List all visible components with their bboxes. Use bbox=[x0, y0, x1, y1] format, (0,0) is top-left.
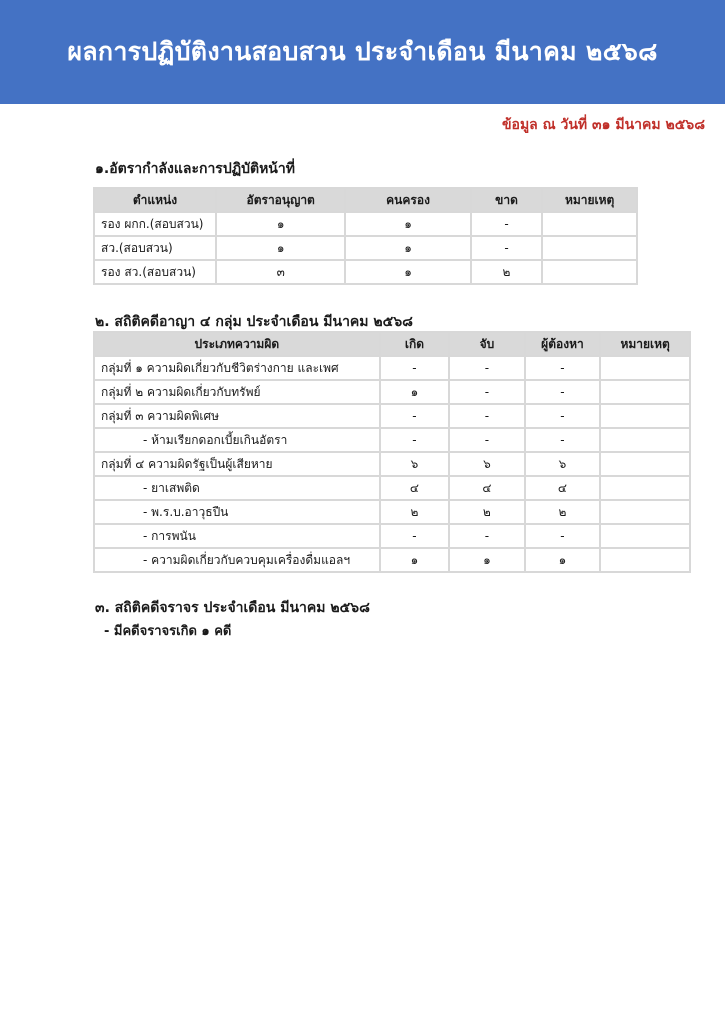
page-title: ผลการปฏิบัติงานสอบสวน ประจำเดือน มีนาคม ๒๕๖๘ bbox=[67, 37, 658, 66]
table-cell: - การพนัน bbox=[94, 524, 380, 548]
column-header: หมายเหตุ bbox=[600, 332, 690, 356]
table-cell bbox=[600, 548, 690, 572]
crime-stats-table bbox=[93, 331, 691, 573]
table-row bbox=[94, 428, 690, 452]
table-cell bbox=[600, 452, 690, 476]
table-cell bbox=[542, 212, 637, 236]
table-cell: - bbox=[525, 524, 601, 548]
table-row bbox=[94, 356, 690, 380]
column-header: ขาด bbox=[471, 188, 543, 212]
table-row bbox=[94, 212, 637, 236]
table-cell: - bbox=[449, 404, 524, 428]
table-cell: - bbox=[449, 524, 524, 548]
table-cell: ๖ bbox=[449, 452, 524, 476]
table-row bbox=[94, 404, 690, 428]
column-header: หมายเหตุ bbox=[542, 188, 637, 212]
table-cell: กลุ่มที่ ๑ ความผิดเกี่ยวกับชีวิตร่างกาย และเพศ bbox=[94, 356, 380, 380]
table-cell: สว.(สอบสวน) bbox=[94, 236, 216, 260]
table-cell bbox=[542, 236, 637, 260]
table-cell bbox=[542, 260, 637, 284]
as-of-date: ข้อมูล ณ วันที่ ๓๑ มีนาคม ๒๕๖๘ bbox=[501, 117, 705, 133]
table-cell: - พ.ร.บ.อาวุธปืน bbox=[94, 500, 380, 524]
table-cell: ๑ bbox=[449, 548, 524, 572]
table-cell: รอง ผกก.(สอบสวน) bbox=[94, 212, 216, 236]
table-cell: ๑ bbox=[216, 236, 345, 260]
traffic-case-note: - มีคดีจราจรเกิด ๑ คดี bbox=[104, 624, 232, 639]
table-row bbox=[94, 548, 690, 572]
column-header: จับ bbox=[449, 332, 524, 356]
table-cell: ๑ bbox=[380, 380, 450, 404]
table-cell: ๑ bbox=[216, 212, 345, 236]
table-cell: - bbox=[380, 524, 450, 548]
table-cell: - bbox=[449, 428, 524, 452]
table-cell: - ความผิดเกี่ยวกับควบคุมเครื่องดื่มแอลฯ bbox=[94, 548, 380, 572]
table-cell: - bbox=[380, 356, 450, 380]
table-cell: รอง สว.(สอบสวน) bbox=[94, 260, 216, 284]
table-cell bbox=[600, 404, 690, 428]
table-cell: - bbox=[449, 356, 524, 380]
table-cell: - bbox=[525, 404, 601, 428]
table-cell: - bbox=[380, 404, 450, 428]
table-row bbox=[94, 476, 690, 500]
header-band bbox=[0, 0, 725, 104]
table-cell: - bbox=[525, 380, 601, 404]
table-cell: - ห้ามเรียกดอกเบี้ยเกินอัตรา bbox=[94, 428, 380, 452]
table-cell: ๖ bbox=[380, 452, 450, 476]
table-cell: - bbox=[380, 428, 450, 452]
table-cell: ๔ bbox=[380, 476, 450, 500]
column-header: ตำแหน่ง bbox=[94, 188, 216, 212]
table-cell bbox=[600, 476, 690, 500]
table-cell: ๑ bbox=[345, 212, 470, 236]
table-header-row bbox=[94, 188, 637, 212]
section2-heading: ๒. สถิติคดีอาญา ๔ กลุ่ม ประจำเดือน มีนาคม ๒๕๖๘ bbox=[95, 314, 413, 330]
table-cell: ๒ bbox=[525, 500, 601, 524]
table-cell: ๑ bbox=[380, 548, 450, 572]
table-cell: - ยาเสพติด bbox=[94, 476, 380, 500]
table-cell bbox=[600, 380, 690, 404]
table-cell: - bbox=[525, 356, 601, 380]
table-cell: ๔ bbox=[525, 476, 601, 500]
table-cell: ๒ bbox=[449, 500, 524, 524]
section1-heading: ๑.อัตรากำลังและการปฏิบัติหน้าที่ bbox=[95, 161, 295, 177]
column-header: ประเภทความผิด bbox=[94, 332, 380, 356]
table-cell bbox=[600, 524, 690, 548]
table-row bbox=[94, 236, 637, 260]
table-cell: กลุ่มที่ ๔ ความผิดรัฐเป็นผู้เสียหาย bbox=[94, 452, 380, 476]
staffing-table bbox=[93, 187, 638, 285]
table-cell: ๓ bbox=[216, 260, 345, 284]
table-cell: กลุ่มที่ ๒ ความผิดเกี่ยวกับทรัพย์ bbox=[94, 380, 380, 404]
table-cell bbox=[600, 500, 690, 524]
table-row bbox=[94, 524, 690, 548]
table-cell: ๔ bbox=[449, 476, 524, 500]
table-cell: - bbox=[471, 236, 543, 260]
table-cell: - bbox=[525, 428, 601, 452]
table-cell: - bbox=[449, 380, 524, 404]
table-cell: ๑ bbox=[345, 236, 470, 260]
column-header: เกิด bbox=[380, 332, 450, 356]
table-cell bbox=[600, 428, 690, 452]
table-row bbox=[94, 452, 690, 476]
table-cell: ๖ bbox=[525, 452, 601, 476]
column-header: ผู้ต้องหา bbox=[525, 332, 601, 356]
column-header: อัตราอนุญาต bbox=[216, 188, 345, 212]
table-cell: - bbox=[471, 212, 543, 236]
table-cell: ๒ bbox=[471, 260, 543, 284]
table-row bbox=[94, 500, 690, 524]
column-header: คนครอง bbox=[345, 188, 470, 212]
table-cell: กลุ่มที่ ๓ ความผิดพิเศษ bbox=[94, 404, 380, 428]
table-cell: ๑ bbox=[345, 260, 470, 284]
table-cell: ๑ bbox=[525, 548, 601, 572]
table-row bbox=[94, 260, 637, 284]
section3-heading: ๓. สถิติคดีจราจร ประจำเดือน มีนาคม ๒๕๖๘ bbox=[95, 600, 370, 616]
table-header-row bbox=[94, 332, 690, 356]
table-cell bbox=[600, 356, 690, 380]
table-cell: ๒ bbox=[380, 500, 450, 524]
table-row bbox=[94, 380, 690, 404]
